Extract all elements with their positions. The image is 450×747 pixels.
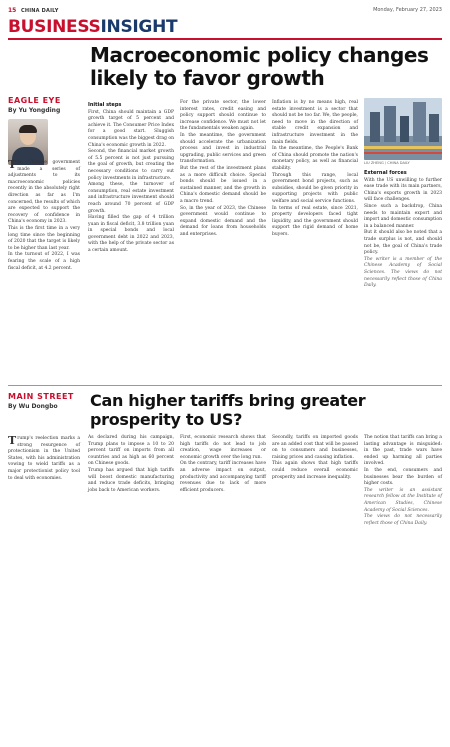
- paragraph: As declared during his campaign, Trump plans to impose a 10 to 20 percent tariff on imports from all countries and as high as 60 percent on Chinese goods.: [88, 435, 174, 467]
- issue-date: Monday, February 27, 2023: [373, 7, 442, 13]
- article2-headline: Can higher tariffs bring greater prosperity to US?: [90, 391, 366, 429]
- paragraph: In the meantime, the government should accelerate the urbanization process and invest in industrial upgrading, public services and green transformation.: [180, 132, 266, 165]
- article2-col3: [180, 435, 266, 494]
- masthead-left: [8, 7, 59, 14]
- paragraph: In the end, consumers and businesses bear the burden of higher costs.: [364, 467, 442, 487]
- article2-endnote-writer: The writer is an assistant research fellow at the Institute of American Studies, Chinese Academy of Social Sciences.: [364, 487, 442, 513]
- paragraph: Among these, the turnover of consumption, real estate investment and infrastructure investment should reach around 70 percent of GDP growth.: [88, 182, 174, 214]
- article2-col5: [364, 435, 442, 527]
- article-divider: [8, 385, 442, 386]
- paragraph: The Chinese government made a series of adjustments to its macroeconomic policies recently in the absolutely right direction as far as I'm concerned, the results of which are expected to support the recovery of confidence in China's economy in 2023.: [8, 158, 80, 225]
- illustration-photo: [364, 98, 442, 160]
- section-title: [8, 17, 177, 37]
- section-rule: [8, 38, 442, 40]
- article2-col2: [88, 435, 174, 494]
- paragraph: Trump has argued that high tariffs will boost domestic manufacturing and reduce trade deficits, bringing jobs back to American workers.: [88, 467, 174, 493]
- paragraph: Second, the financial market growth of 5.5 percent is not just pursuing the goal of growth, but creating the necessary conditions to carry out policy investments in infrastructure.: [88, 149, 174, 181]
- paragraph: On the contrary, tariff increases have an adverse impact on output, productivity and accompanying tariff revenues due to lack of more efficient producers.: [180, 461, 266, 493]
- paragraph: With the US unwilling to further ease trade with its main partners, China's exports growth in 2023 will face challenges.: [364, 177, 442, 203]
- article1-col2: [88, 100, 174, 255]
- paragraph: First, China should maintain a GDP growth target of 5 percent and achieve it. The Consumer Price Index for a good start. Sluggish consumption was the biggest drag on China's economic growth in 2022.: [88, 109, 174, 148]
- article2-col1: [8, 436, 80, 482]
- article1-column-head: [8, 96, 80, 165]
- paragraph: But it should also be noted that a trade surplus is not, and should not be, the goal of China's trade policy.: [364, 230, 442, 256]
- article1-headline: Macroeconomic policy changes likely to favor growth: [90, 43, 429, 90]
- photo-caption: LIU ZHENG / CHINA DAILY: [364, 161, 410, 165]
- article1-col3: [180, 100, 266, 238]
- article2-col4: [272, 435, 358, 481]
- column-label: MAIN STREET: [8, 392, 74, 401]
- paragraph: Since such a backdrop, China needs to maintain export and import and domestic consumption in a balanced manner.: [364, 203, 442, 229]
- paragraph: In the meantime, the People's Bank of China should promote the nation's monetary policy, as well as financial stability.: [272, 146, 358, 171]
- section-title-bold: BUSINESS: [8, 17, 101, 37]
- paragraph: This is the first time in a very long time since the beginning of 2020 that the target is likely to be higher than last year.: [8, 225, 80, 251]
- paragraph: But the rest of the investment plans as a more difficult choice. Special bonds should be issued in a sustained manner, and the growth in China's domestic demand should be a macro trend.: [180, 165, 266, 204]
- byline: By Wu Dongbo: [8, 403, 58, 410]
- paragraph: The notion that tariffs can bring a lasting advantage is misguided: in the past, trade wars have ended up harming all parties involved.: [364, 435, 442, 467]
- column-label: EAGLE EYE: [8, 96, 61, 105]
- author-photo-hair: [19, 125, 37, 133]
- paragraph: Through this range, local government bond projects, such as subsidies, should be given priority in supporting projects with public welfare and social service functions.: [272, 172, 358, 204]
- page-number: 15: [8, 6, 17, 14]
- article1-col5: [364, 168, 442, 290]
- paragraph: Secondly, tariffs on imported goods are an added cost that will be passed on to consumers and businesses, raising prices and causing inflation.: [272, 435, 358, 460]
- subhead: Initial steps: [88, 102, 122, 108]
- illustration-image: [364, 98, 442, 160]
- paragraph: Having filled the gap of 4 trillion yuan in fiscal deficit, 3.8 trillion yuan in special bonds and local government debt in 2022 and 2023, with the help of the private sector as a certain amount.: [88, 215, 174, 254]
- paragraph: This again shows that high tariffs could reduce overall economic prosperity and increase inequality.: [272, 461, 358, 480]
- byline: By Yu Yongding: [8, 107, 61, 114]
- paragraph: Trump's reelection marks a strong resurgence of protectionism in the United States, with his administration vowing to wield tariffs as a major protectionist policy tool to deal with economies.: [8, 434, 80, 481]
- article1-endnote: The writer is a member of the Chinese Academy of Social Sciences. The views do not necessarily reflect those of China Daily.: [364, 256, 442, 289]
- paragraph: Inflation is by no means high, real estate investment is a sector that should not be too far. We, the people, need to move in the direction of stable credit expansion and infrastructure investment in the main fields.: [272, 100, 358, 145]
- paper-name: CHINA DAILY: [20, 7, 59, 14]
- subhead: External forces: [364, 170, 407, 176]
- paragraph: In the turnout of 2022, I was fearing the scale of a high fiscal deficit, at 4.2 percent.: [8, 252, 80, 271]
- article2-column-head: [8, 392, 80, 410]
- masthead-bar: [8, 5, 442, 15]
- paragraph: In terms of real estate, since 2021, property developers faced tight liquidity, and the government should support the rigid demand of home buyers.: [272, 205, 358, 237]
- article1-col1: [8, 160, 80, 272]
- article1-col4: [272, 100, 358, 238]
- article2-endnote-views: The views do not necessarily reflect those of China Daily.: [364, 514, 442, 526]
- paragraph: For the private sector, the lower interest rates, credit easing and policy support should continue to increase confidence. We must not let the fundamentals weaken again.: [180, 100, 266, 132]
- section-title-rest: INSIGHT: [100, 17, 178, 37]
- paragraph: So, in the year of 2023, the Chinese government would continue to expand domestic demand and the demand for loans from households and enterprises.: [180, 205, 266, 237]
- paragraph: First, economic research shows that high tariffs do not lead to job creation, wage increases or economic growth over the long run.: [180, 435, 266, 460]
